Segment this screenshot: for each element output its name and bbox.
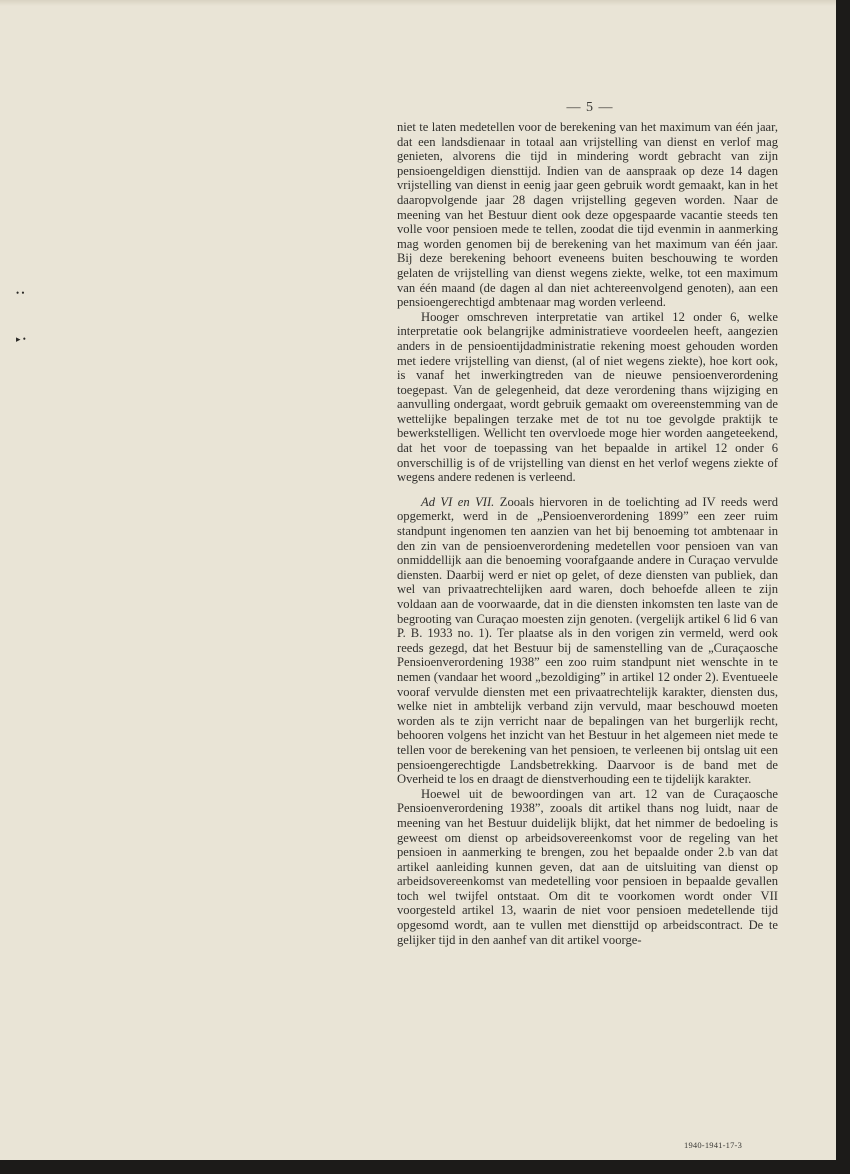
page-number: — 5 —: [566, 100, 614, 115]
margin-punch-mark-top: • •: [16, 288, 25, 298]
page-top-edge: [0, 0, 836, 6]
margin-punch-mark-bottom: ▸ •: [16, 334, 26, 344]
paragraph-ad-vi-vii-text: Zooals hiervoren in de toelichting ad IV reeds werd opgemerkt, werd in de „Pensioenverordening 1899” een zeer ruim standpunt ingenomen ten aanzien van het bij benoeming tot ambtenaar in den zin van de pensioenverordening medetellen voor pensioen van van onmiddellijk aan die benoeming voorafgaande andere in Curaçao vervulde diensten. Daarbij werd er niet op gelet, of deze diensten van publiek, dan wel van privaatrechtelijken aard waren, doch behoefde alleen te zijn voldaan aan de voorwaarde, dat in die diensten inkomsten ten laste van de begrooting van Curaçao moesten zijn genoten. (vergelijk artikel 6 lid 6 van P. B. 1933 no. 1). Ter plaatse als in den vorigen zin vermeld, werd ook reeds gezegd, dat het Bestuur bij de samenstelling van de „Curaçaosche Pensioenverordening 1938” een zoo ruim standpunt niet wenschte in te nemen (vandaar het woord „bezoldiging” in artikel 12 onder 2). Eventueele vooraf vervulde diensten met een privaatrechtelijk karakter, diensten dus, welke niet in ambtelijk verband zijn vervuld, maar beschouwd moeten worden als te zijn verricht naar de bepalingen van het burgerlijk recht, behooren volgens het inzicht van het Bestuur in het algemeen niet mede te tellen voor de berekening van het pensioen, te verleenen bij ontslag uit een pensioengerechtigde Landsbetrekking. Daarvoor is de band met de Overheid te los en draagt de dienstverhouding een te tijdelijk karakter.: [397, 494, 779, 787]
paragraph-interpretation: Hooger omschreven interpretatie van artikel 12 onder 6, welke interpretatie ook belangrijke administratieve voordeelen heeft, aangezien anders in de pensioentijdadministratie rekening moest gehouden worden met iedere vrijstelling van dienst, (al of niet wegens ziekte), hoe kort ook, is vanaf het inwerkingtreden van de nieuwe pensioenverordening toegepast. Van de gelegenheid, dat deze verordening thans wijziging en aanvulling ondergaat, wordt gebruik gemaakt om overeenstemming van de wettelijke bepalingen terzake met de tot nu toe gevolgde praktijk te bewerkstelligen. Wellicht ten overvloede moge hier worden aangeteekend, dat het voor de toepassing van het bepaalde in artikel 12 onder 6 onverschillig is of de vrijstelling van dienst en het verlof wegens ziekte of wegens andere redenen is verleend.: [397, 309, 778, 485]
paragraph-article-12: Hoewel uit de bewoordingen van art. 12 van de Curaçaosche Pensioenverordening 1938”, zooals dit artikel thans nog luidt, naar de meening van het Bestuur duidelijk blijkt, dat het nimmer de bedoeling is geweest om dienst op arbeidsovereenkomst voor de regeling van het pensioen in aanmerking te brengen, zou het bepaalde onder 2.b van dat artikel aanleiding kunnen geven, dat aan de uitsluiting van dienst op arbeidsovereenkomst van medetelling voor pensioen in bepaalde gevallen toch wel twijfel ontstaat. Om dit te voorkomen wordt onder VII voorgesteld artikel 13, waarin de niet voor pensioen medetellende tijd opgesomd wordt, aan te vullen met diensttijd op arbeidscontract. De te gelijker tijd in den aanhef van dit artikel voorge-: [397, 786, 778, 947]
section-label-ad-vi-vii: Ad VI en VII.: [421, 494, 495, 509]
paragraph-continuation: niet te laten medetellen voor de berekening van het maximum van één jaar, dat een landsdienaar in totaal aan vrijstelling van dienst en verlof mag genieten, alvorens die tijd in mindering wordt gebracht van zijn pensioengeldigen diensttijd. Indien van de aanspraak op deze 14 dagen vrijstelling van dienst in eenig jaar geen gebruik wordt gemaakt, kan in het daaropvolgende jaar 28 dagen vrijstelling gegeven worden. Naar de meening van het Bestuur dient ook deze opgespaarde vacantie steeds ten volle voor pensioen mede te tellen, zoodat die tijd evenmin in aanmerking mag worden genomen bij de berekening van het maximum van één jaar. Bij deze berekening behoort eveneens buiten beschouwing te worden gelaten de vrijstelling van dienst wegens ziekte, welke, tot een maximum van één maand (de dagen al dan niet achtereenvolgend genoten), aan een pensioengerechtigd ambtenaar mag worden verleend.: [397, 120, 778, 310]
paragraph-ad-vi-vii: [397, 495, 778, 787]
body-text: [397, 120, 778, 947]
footer-document-code: 1940-1941-17-3: [684, 1140, 743, 1150]
